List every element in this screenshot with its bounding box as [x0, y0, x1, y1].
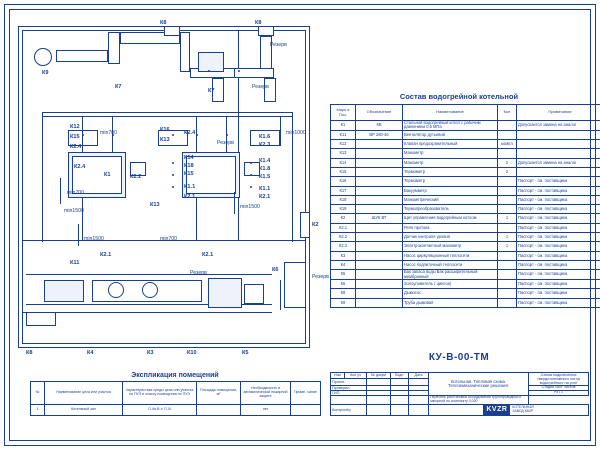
spec-cell-note: Паспорт - см. поставщика	[517, 177, 600, 186]
spec-cell-mark: К8	[331, 289, 356, 298]
title-block-row	[331, 396, 589, 405]
spec-cell-note: Паспорт - см. поставщика	[517, 242, 600, 251]
lower-header-1	[26, 274, 272, 275]
company-name: КОТЕЛЬНЫЙ ЗАВОД КВЗР	[512, 405, 534, 413]
fitting-dot	[238, 70, 240, 72]
boiler-left-drop	[82, 198, 83, 240]
spec-cell-qty: компл	[498, 140, 517, 149]
spec-cell-note: Паспорт - см. поставщика	[517, 270, 600, 280]
spec-cell-note	[517, 140, 600, 149]
stamp-hdr: № докум	[367, 373, 391, 379]
spec-cell-qty	[498, 130, 517, 139]
spec-cell-qty	[498, 280, 517, 289]
spec-cell-qty	[498, 260, 517, 269]
plan-label: К2.3	[259, 142, 271, 148]
spec-cell-qty	[498, 149, 517, 158]
plan-label: К1	[104, 172, 111, 178]
spec-cell-des: КВ	[356, 121, 403, 131]
plan-label: К2.4	[184, 130, 196, 136]
spec-cell-name: Бак запаса воды Бак расширительный мембранный	[403, 270, 498, 280]
plan-label: К1.6	[259, 134, 271, 140]
spec-cell-mark: К1	[331, 121, 356, 131]
spec-cell-des	[356, 251, 403, 260]
damper-k8-left	[164, 26, 180, 36]
spec-cell-qty	[498, 270, 517, 280]
expl-cell-area	[197, 405, 241, 416]
table-row	[31, 405, 321, 416]
expl-cell-fire: нет	[241, 405, 291, 416]
tank-k5	[208, 278, 242, 308]
table-row	[331, 177, 600, 186]
stamp-date	[409, 405, 429, 416]
plan-label: К15	[70, 134, 80, 140]
spec-cell-note	[517, 130, 600, 139]
title-block-table	[330, 372, 589, 416]
expl-col-header: Приме- чание	[291, 382, 321, 405]
spec-cell-des: ВР 280-46	[356, 130, 403, 139]
dim-line	[60, 178, 61, 204]
dim-line	[280, 116, 281, 146]
stamp-role	[331, 396, 367, 405]
plan-label: К2	[312, 222, 319, 228]
stamp-name	[367, 396, 391, 405]
plan-partition	[22, 312, 272, 313]
spec-cell-mark: К11	[331, 130, 356, 139]
spec-cell-name: Реле протока	[403, 223, 498, 232]
table-row	[331, 149, 600, 158]
table-row	[331, 214, 600, 223]
plan-label: К8	[255, 20, 262, 26]
plan-partition	[238, 30, 239, 240]
left-riser	[42, 112, 43, 242]
boiler-k1-left-body	[72, 156, 122, 194]
spec-cell-des	[356, 270, 403, 280]
reserve-outlet	[264, 78, 276, 102]
plan-label: Резерв	[252, 84, 269, 90]
chimney-k9	[34, 48, 52, 66]
plan-label: К2.2	[130, 174, 142, 180]
stamp-sign	[391, 405, 409, 416]
spec-cell-name: Манометр	[403, 149, 498, 158]
spec-cell-mark: К3	[331, 251, 356, 260]
reserve-space	[284, 262, 306, 308]
plan-label: К1.1	[184, 184, 196, 190]
title-block-body	[331, 373, 589, 416]
title-block-row	[331, 405, 589, 416]
spec-cell-mark: К2.3	[331, 242, 356, 251]
spec-cell-name: Термометр	[403, 177, 498, 186]
spec-col-header: Наименование	[403, 105, 498, 121]
spec-cell-note: Паспорт - см. поставщика	[517, 195, 600, 204]
stamp-role: Проверил	[331, 386, 367, 391]
fitting-dot	[250, 162, 252, 164]
spec-cell-note: Паспорт - см. поставщика	[517, 289, 600, 298]
spec-cell-mark: К6	[331, 280, 356, 289]
spec-cell-name: Насос подпиточный теплосети	[403, 260, 498, 269]
boiler-right-drop	[196, 198, 197, 240]
table-row	[331, 130, 600, 139]
plan-label: К5	[242, 350, 249, 356]
spec-cell-name: Вакуумметр	[403, 186, 498, 195]
spec-cell-des	[356, 260, 403, 269]
spec-cell-qty	[498, 298, 517, 307]
spec-cell-mark: К17	[331, 186, 356, 195]
spec-cell-des	[356, 298, 403, 307]
stamp-sign	[391, 379, 409, 386]
spec-cell-qty	[498, 121, 517, 131]
plan-label: К13	[160, 137, 170, 143]
specification-header-row	[331, 105, 600, 121]
stamp-hdr: Кол.уч	[345, 373, 367, 379]
spec-cell-mark: К2	[331, 214, 356, 223]
table-row	[331, 205, 600, 214]
spec-cell-mark: К4	[331, 260, 356, 269]
spec-cell-note: Паспорт - см. поставщика	[517, 233, 600, 242]
spec-cell-name: Датчик контроля уровня	[403, 233, 498, 242]
plan-label: К7	[208, 88, 215, 94]
table-row	[331, 289, 600, 298]
plan-label: К8	[26, 350, 33, 356]
pump-k4-standby	[142, 282, 158, 298]
spec-cell-qty: 2	[498, 158, 517, 167]
plan-label: Резерв	[270, 42, 287, 48]
spec-cell-mark: К12	[331, 140, 356, 149]
fitting-dot	[172, 186, 174, 188]
plan-label: min1500	[240, 204, 260, 210]
plan-label: К9	[42, 70, 49, 76]
plan-label: К18	[184, 163, 194, 169]
plan-label: Резерв	[190, 270, 207, 276]
spec-cell-name: Насос циркуляционный теплосети	[403, 251, 498, 260]
spec-cell-des	[356, 140, 403, 149]
damper-k8-right	[258, 26, 274, 36]
explication-block	[30, 372, 320, 416]
spec-cell-des	[356, 177, 403, 186]
fitting-dot	[172, 134, 174, 136]
plan-label: min1000	[286, 130, 306, 136]
spec-cell-mark: К13	[331, 149, 356, 158]
spec-cell-note: Паспорт - см. поставщика	[517, 186, 600, 195]
spec-cell-note: Паспорт - см. поставщика	[517, 280, 600, 289]
plan-label: К10	[187, 350, 197, 356]
explication-title: Экспликация помещений	[131, 372, 219, 379]
table-row	[331, 233, 600, 242]
table-row	[331, 223, 600, 232]
fitting-dot	[250, 174, 252, 176]
spec-cell-qty	[498, 177, 517, 186]
spec-cell-note	[517, 149, 600, 158]
plan-label: К15	[184, 171, 194, 177]
title-block	[330, 372, 588, 438]
plan-label: min1500	[64, 208, 84, 214]
specification-body	[331, 121, 600, 308]
spec-cell-name: Золоуловитель ( циклон)	[403, 280, 498, 289]
plan-label: Резерв	[217, 140, 234, 146]
stamp-hdr: Подп.	[391, 373, 409, 379]
expl-col-header: Характеристика среды цеха или участка по ПУЭ и классу помещения по ПУЭ	[123, 382, 197, 405]
stamp-role: ГИП	[331, 391, 367, 396]
expl-col-header: №	[31, 382, 45, 405]
spec-cell-des	[356, 280, 403, 289]
spec-cell-des	[356, 195, 403, 204]
spec-cell-des	[356, 233, 403, 242]
spec-cell-note	[517, 168, 600, 177]
plan-label: К16	[160, 127, 170, 133]
spec-cell-name: Щит управления водогрейным котлом	[403, 214, 498, 223]
dim-line	[78, 224, 79, 246]
spec-cell-mark: К19	[331, 205, 356, 214]
pump-k4	[108, 282, 124, 298]
table-row	[331, 140, 600, 149]
plan-label: К1.4	[259, 158, 271, 164]
spec-cell-name: Манометрический	[403, 195, 498, 204]
spec-cell-name: Термометр	[403, 168, 498, 177]
service-box	[26, 312, 56, 326]
fitting-dot	[172, 174, 174, 176]
fitting-dot	[250, 186, 252, 188]
duct-drop	[180, 32, 190, 72]
fitting-dot	[226, 134, 228, 136]
spec-cell-note: Допускается замена на аналог	[517, 158, 600, 167]
plan-label: К2.4	[74, 164, 86, 170]
expl-cell-note	[291, 405, 321, 416]
dim-line	[280, 280, 281, 310]
duct-riser	[108, 32, 120, 64]
spec-cell-name: Вентилятор дутьевой	[403, 130, 498, 139]
stamp-company	[429, 405, 589, 416]
plan-label: К14	[184, 155, 194, 161]
spec-cell-qty: 1	[498, 233, 517, 242]
specification-table	[330, 104, 600, 308]
spec-cell-name: Манометр	[403, 158, 498, 167]
stamp-note: Перечень расстановки оборудования трубопроводной и запорной по комплекту 0,000	[429, 396, 529, 405]
expl-col-header: Необходимость в автоматической пожарной защите	[241, 382, 291, 405]
plan-label: Резерв	[312, 274, 329, 280]
spec-cell-des	[356, 168, 403, 177]
duct-right-cross	[234, 68, 274, 78]
explication-header-row	[31, 382, 321, 405]
spec-cell-note: Допускается замена на аналог	[517, 121, 600, 131]
table-row	[331, 121, 600, 131]
stamp-object-title: Котельная. Тепловая схема. Теплоемеханические решения.	[429, 373, 529, 396]
spec-cell-qty	[498, 289, 517, 298]
specification-block	[330, 92, 588, 308]
plan-label: К1.8	[259, 166, 271, 172]
spec-cell-name: Термопреобразователь	[403, 205, 498, 214]
table-row	[331, 280, 600, 289]
spec-cell-mark: К15	[331, 168, 356, 177]
control-panel-k2	[300, 212, 310, 238]
expl-col-header: Наименование цеха или участка	[45, 382, 123, 405]
spec-cell-qty: 1	[498, 242, 517, 251]
fitting-dot	[208, 70, 210, 72]
plan-label: К3	[147, 350, 154, 356]
spec-col-header: Обозначение	[356, 105, 403, 121]
fitting-dot	[172, 162, 174, 164]
spec-cell-name: Клапан предохранительный	[403, 140, 498, 149]
return-header	[42, 116, 292, 117]
spec-cell-mark: К5	[331, 270, 356, 280]
plan-label: min700	[160, 236, 178, 242]
spec-cell-des	[356, 223, 403, 232]
spec-cell-note: Паспорт - см. поставщика	[517, 298, 600, 307]
spec-cell-mark: К2.1	[331, 223, 356, 232]
stamp-hdr: Изм	[331, 373, 345, 379]
spec-cell-qty	[498, 205, 517, 214]
plan-label: К13	[150, 202, 160, 208]
spec-col-header: Примечание	[517, 105, 600, 121]
fitting-dot	[196, 134, 198, 136]
spec-cell-note: Паспорт - см. поставщика	[517, 214, 600, 223]
stamp-sign	[391, 396, 409, 405]
spec-cell-des	[356, 149, 403, 158]
stamp-sheet-values: Р/П 1	[529, 391, 589, 396]
stamp-scheme-title: Схема подключения твердотопливного котла водогрейного на угле	[529, 373, 589, 386]
fitting-dot	[82, 134, 84, 136]
spec-col-header: Кол	[498, 105, 517, 121]
drawing-code: КУ-В-00-ТМ	[428, 352, 490, 363]
fan-k11-right	[244, 162, 260, 176]
plan-label: min1500	[84, 236, 104, 242]
spec-cell-des: ШУК ВТ	[356, 214, 403, 223]
stamp-date	[409, 379, 429, 386]
spec-cell-note: Паспорт - см. поставщика	[517, 260, 600, 269]
table-row	[331, 168, 600, 177]
table-row	[331, 195, 600, 204]
stamp-name	[367, 405, 391, 416]
spec-cell-qty: 2	[498, 168, 517, 177]
expl-cell-n: 1	[31, 405, 45, 416]
plan-label: К2.4	[70, 144, 82, 150]
spec-cell-note: Паспорт - см. поставщика	[517, 205, 600, 214]
specification-title: Состав водогрейной котельной	[399, 92, 519, 101]
plan-label: К2.1	[100, 252, 112, 258]
stamp-role: Проект.	[331, 379, 367, 386]
spec-cell-des	[356, 205, 403, 214]
plan-label: К7	[115, 84, 122, 90]
spec-cell-qty	[498, 251, 517, 260]
spec-cell-mark: К18	[331, 195, 356, 204]
duct-run	[56, 50, 108, 62]
plan-label: min700	[100, 130, 118, 136]
plan-label: К1.5	[259, 174, 271, 180]
spec-cell-mark: К9	[331, 298, 356, 307]
plan-label: К2.1	[202, 252, 214, 258]
explication-table	[30, 381, 321, 416]
supply-header	[42, 112, 292, 113]
stamp-date	[409, 396, 429, 405]
spec-cell-des	[356, 158, 403, 167]
plan-label: К4	[87, 350, 94, 356]
dim-line	[234, 192, 235, 214]
table-row	[331, 186, 600, 195]
spec-cell-name: Стальной водогрейный котел с рабочим давлением 0,6 МПа	[403, 121, 498, 131]
plan-label: min700	[67, 190, 85, 196]
spec-cell-name: Дымосос	[403, 289, 498, 298]
plan-label: К11	[70, 260, 80, 266]
boiler-room-plan	[12, 12, 329, 362]
spec-cell-des	[356, 242, 403, 251]
table-row	[331, 251, 600, 260]
spec-col-header: Марк а Поз.	[331, 105, 356, 121]
spec-cell-note: Паспорт - см. поставщика	[517, 223, 600, 232]
plan-label: К1.1	[259, 186, 271, 192]
spec-cell-name: Электроконтактный манометр	[403, 242, 498, 251]
spec-cell-qty	[498, 223, 517, 232]
plan-label: К12	[70, 124, 80, 130]
expl-cell-env: П-IIа В-Iг П-III	[123, 405, 197, 416]
explication-body	[31, 405, 321, 416]
expansion-tank	[244, 284, 264, 304]
pump-k3	[44, 280, 84, 302]
plan-label: К8	[160, 20, 167, 26]
spec-cell-qty	[498, 186, 517, 195]
spec-cell-name: Труба дымовая	[403, 298, 498, 307]
plan-label: К2.1	[259, 194, 271, 200]
table-row	[331, 270, 600, 280]
stamp-role: Контролёр	[331, 405, 367, 416]
cyclone-k6	[198, 52, 224, 72]
expl-col-header: Площадь помещения, м²	[197, 382, 241, 405]
kvzr-logo: KVZR	[483, 405, 510, 415]
spec-cell-qty	[498, 195, 517, 204]
table-row	[331, 298, 600, 307]
spec-cell-mark: К14	[331, 158, 356, 167]
plan-label: К2.1	[184, 194, 196, 200]
stamp-name	[367, 379, 391, 386]
stamp-hdr: Дата	[409, 373, 429, 379]
spec-cell-mark: К2.2	[331, 233, 356, 242]
spec-cell-note: Паспорт - см. поставщика	[517, 251, 600, 260]
spec-cell-mark: К16	[331, 177, 356, 186]
spec-cell-des	[356, 186, 403, 195]
table-row	[331, 158, 600, 167]
stamp-sheet-header: Стадия Лист Листов	[529, 386, 589, 391]
spec-cell-qty: 1	[498, 214, 517, 223]
plan-label: К6	[272, 267, 279, 273]
expl-cell-name: Котельный зал	[45, 405, 123, 416]
table-row	[331, 242, 600, 251]
spec-cell-des	[356, 289, 403, 298]
